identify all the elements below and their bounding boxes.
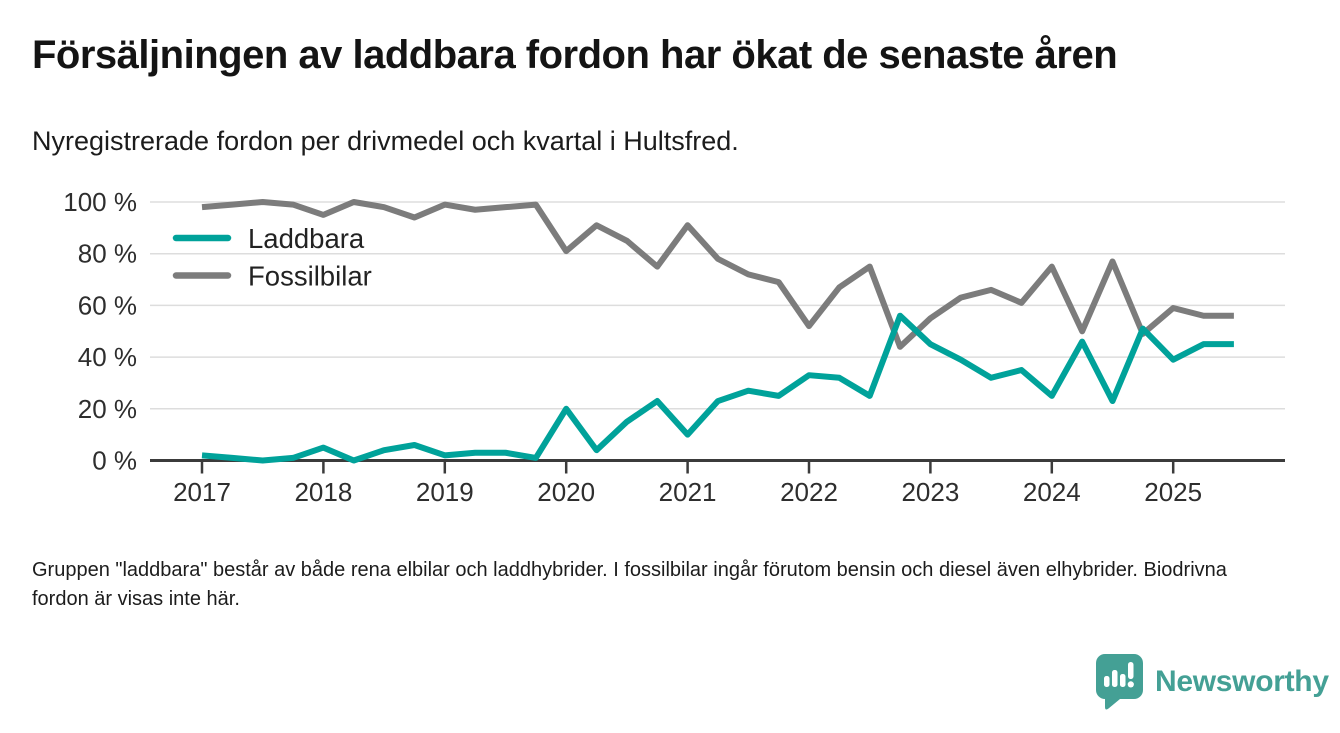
x-axis-label: 2017 — [173, 477, 231, 507]
chart-subtitle: Nyregistrerade fordon per drivmedel och kvartal i Hultsfred. — [32, 126, 739, 156]
logo-text: Newsworthy — [1155, 665, 1329, 698]
x-axis-label: 2018 — [294, 477, 353, 507]
legend-label: Laddbara — [248, 223, 365, 254]
x-axis-label: 2023 — [901, 477, 960, 507]
footnote: Gruppen "laddbara" består av både rena elbilar och laddhybrider. I fossilbilar ingår förutom bensin och diesel även elhybrider. Biodrivna fordon är visas inte här. — [32, 559, 1227, 610]
x-axis-label: 2019 — [415, 477, 474, 507]
y-axis-label: 0 % — [92, 445, 137, 476]
x-axis-label: 2022 — [780, 477, 838, 507]
series-line-laddbara — [202, 316, 1234, 461]
x-axis-label: 2025 — [1144, 477, 1203, 507]
newsworthy-logo-icon — [1096, 654, 1143, 710]
x-axis-label: 2020 — [537, 477, 596, 507]
x-axis-label: 2024 — [1022, 477, 1081, 507]
y-axis-label: 100 % — [63, 187, 137, 217]
chart-title: Försäljningen av laddbara fordon har ökat de senaste åren — [32, 33, 1118, 77]
newsworthy-logo — [1096, 654, 1329, 710]
y-axis-label: 80 % — [77, 238, 137, 269]
x-axis-label: 2021 — [658, 477, 717, 507]
y-axis-label: 60 % — [77, 290, 137, 321]
y-axis-label: 20 % — [77, 393, 137, 424]
y-axis-label: 40 % — [77, 342, 137, 373]
legend-label: Fossilbilar — [248, 260, 372, 292]
